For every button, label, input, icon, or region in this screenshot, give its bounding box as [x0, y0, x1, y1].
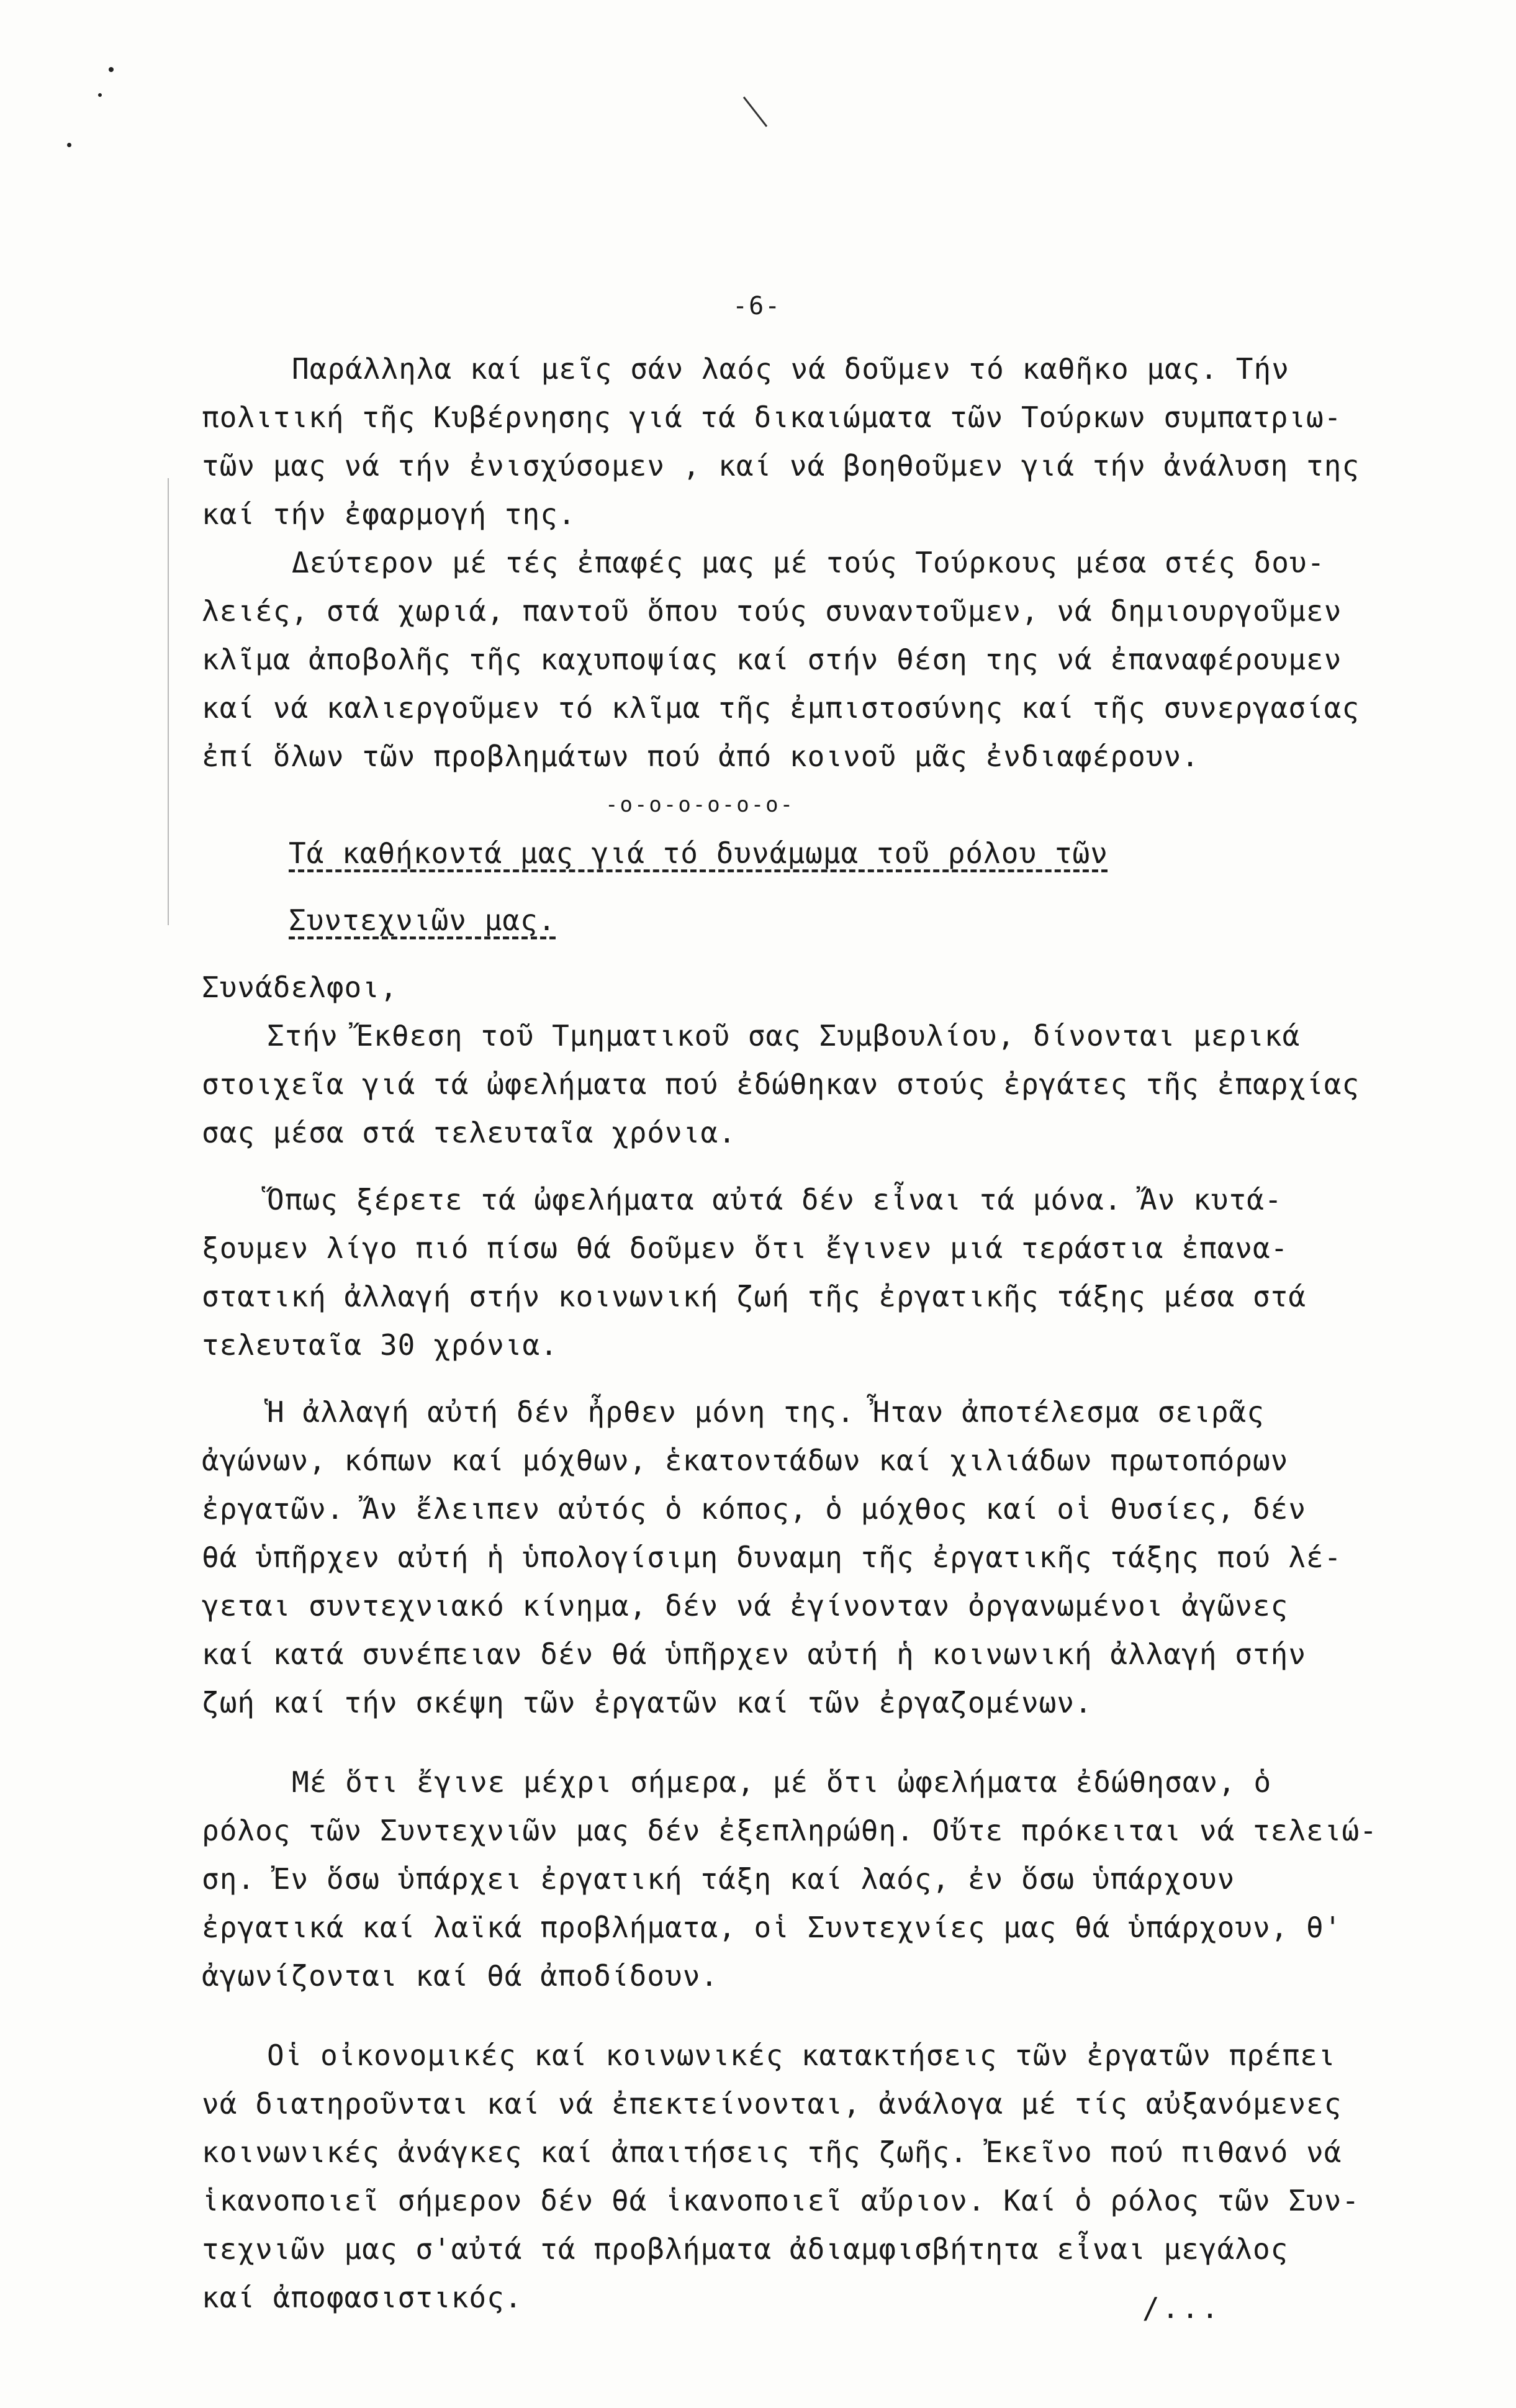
text-line: ἱκανοποιεῖ σήμερον δέν θά ἱκανοποιεῖ αὔριον. Καί ὁ ρόλος τῶν Συν-: [202, 2184, 1360, 2217]
section-heading: Συντεχνιῶν μας.: [289, 903, 556, 937]
document-body: [202, 345, 1468, 2322]
text-line: γεται συντεχνιακό κίνημα, δέν νά ἐγίνονταν ὀργανωμένοι ἀγῶνες: [202, 1589, 1289, 1623]
text-line: στατική ἀλλαγή στήν κοινωνική ζωή τῆς ἐργατικῆς τάξης μέσα στά: [202, 1280, 1307, 1313]
section-separator: -o-o-o-o-o-o-: [605, 792, 795, 817]
scan-speck: [98, 93, 102, 97]
scan-mark: [743, 96, 767, 127]
text-line: πολιτική τῆς Κυβέρνησης γιά τά δικαιώματα τῶν Τούρκων συμπατριω-: [202, 401, 1342, 434]
text-line: καί ἀποφασιστικός.: [202, 2281, 523, 2314]
text-line: Ἡ ἀλλαγή αὐτή δέν ἦρθεν μόνη της. Ἦταν ἀποτέλεσμα σειρᾶς: [267, 1395, 1265, 1429]
page-number: -6-: [733, 292, 782, 320]
text-line: καί τήν ἐφαρμογή της.: [202, 497, 576, 531]
text-line: ἀγώνων, κόπων καί μόχθων, ἑκατοντάδων καί χιλιάδων πρωτοπόρων: [202, 1444, 1289, 1477]
text-line: ρόλος τῶν Συντεχνιῶν μας δέν ἐξεπληρώθη. Οὔτε πρόκειται νά τελειώ-: [202, 1814, 1378, 1847]
text-line: ἐπί ὅλων τῶν προβλημάτων πού ἀπό κοινοῦ μᾶς ἐνδιαφέρουν.: [202, 740, 1199, 773]
text-line: λειές, στά χωριά, παντοῦ ὅπου τούς συναντοῦμεν, νά δημιουργοῦμεν: [202, 594, 1342, 628]
text-line: τῶν μας νά τήν ἐνισχύσομεν , καί νά βοηθοῦμεν γιά τήν ἀνάλυση της: [202, 449, 1360, 482]
text-line: Παράλληλα καί μεῖς σάν λαός νά δοῦμεν τό καθῆκο μας. Τήν: [292, 352, 1289, 386]
text-line: καί κατά συνέπειαν δέν θά ὑπῆρχεν αὐτή ἡ κοινωνική ἀλλαγή στήν: [202, 1637, 1307, 1671]
text-line: ξουμεν λίγο πιό πίσω θά δοῦμεν ὅτι ἔγινεν μιά τεράστια ἐπανα-: [202, 1231, 1289, 1265]
text-line: κοινωνικές ἀνάγκες καί ἀπαιτήσεις τῆς ζωῆς. Ἐκεῖνο πού πιθανό νά: [202, 2135, 1342, 2169]
text-line: καί νά καλιεργοῦμεν τό κλῖμα τῆς ἐμπιστοσύνης καί τῆς συνεργασίας: [202, 691, 1360, 725]
text-line: στοιχεῖα γιά τά ὠφελήματα πού ἐδώθηκαν στούς ἐργάτες τῆς ἐπαρχίας: [202, 1067, 1360, 1101]
continuation-mark: /...: [1142, 2291, 1221, 2325]
text-line: νά διατηροῦνται καί νά ἐπεκτείνονται, ἀνάλογα μέ τίς αὐξανόμενες: [202, 2087, 1342, 2121]
text-line: ἀγωνίζονται καί θά ἀποδίδουν.: [202, 1959, 719, 1993]
text-line: Οἱ οἰκονομικές καί κοινωνικές κατακτήσεις τῶν ἐργατῶν πρέπει: [267, 2039, 1336, 2072]
text-line: Μέ ὅτι ἔγινε μέχρι σήμερα, μέ ὅτι ὠφελήματα ἐδώθησαν, ὁ: [292, 1765, 1272, 1799]
text-line: τεχνιῶν μας σ'αὐτά τά προβλήματα ἀδιαμφισβήτητα εἶναι μεγάλος: [202, 2232, 1289, 2266]
text-line: ἐργατῶν. Ἄν ἔλειπεν αὐτός ὁ κόπος, ὁ μόχθος καί οἱ θυσίες, δέν: [202, 1492, 1307, 1526]
text-line: σας μέσα στά τελευταῖα χρόνια.: [202, 1116, 736, 1149]
salutation: Συνάδελφοι,: [202, 971, 398, 1004]
text-line: τελευταῖα 30 χρόνια.: [202, 1328, 558, 1362]
text-line: Στήν Ἔκθεση τοῦ Τμηματικοῦ σας Συμβουλίου, δίνονται μερικά: [267, 1019, 1301, 1052]
text-line: θά ὑπῆρχεν αὐτή ἡ ὑπολογίσιμη δυναμη τῆς ἐργατικῆς τάξης πού λέ-: [202, 1541, 1342, 1574]
margin-rule: [168, 478, 169, 925]
text-line: ση. Ἐν ὅσω ὑπάρχει ἐργατική τάξη καί λαός, ἐν ὅσω ὑπάρχουν: [202, 1862, 1235, 1896]
scan-speck: [109, 67, 114, 72]
text-line: ἐργατικά καί λαϊκά προβλήματα, οἱ Συντεχνίες μας θά ὑπάρχουν, θ': [202, 1911, 1342, 1944]
text-line: κλῖμα ἀποβολῆς τῆς καχυποψίας καί στήν θέση της νά ἐπαναφέρουμεν: [202, 643, 1342, 676]
text-line: ζωή καί τήν σκέψη τῶν ἐργατῶν καί τῶν ἐργαζομένων.: [202, 1686, 1093, 1719]
scan-speck: [67, 143, 71, 147]
text-line: Ὅπως ξέρετε τά ὠφελήματα αὐτά δέν εἶναι τά μόνα. Ἄν κυτά-: [267, 1183, 1283, 1216]
text-line: Δεύτερον μέ τές ἐπαφές μας μέ τούς Τούρκους μέσα στές δου-: [292, 546, 1325, 579]
section-heading: Τά καθήκοντά μας γιά τό δυνάμωμα τοῦ ρόλου τῶν: [289, 836, 1108, 870]
